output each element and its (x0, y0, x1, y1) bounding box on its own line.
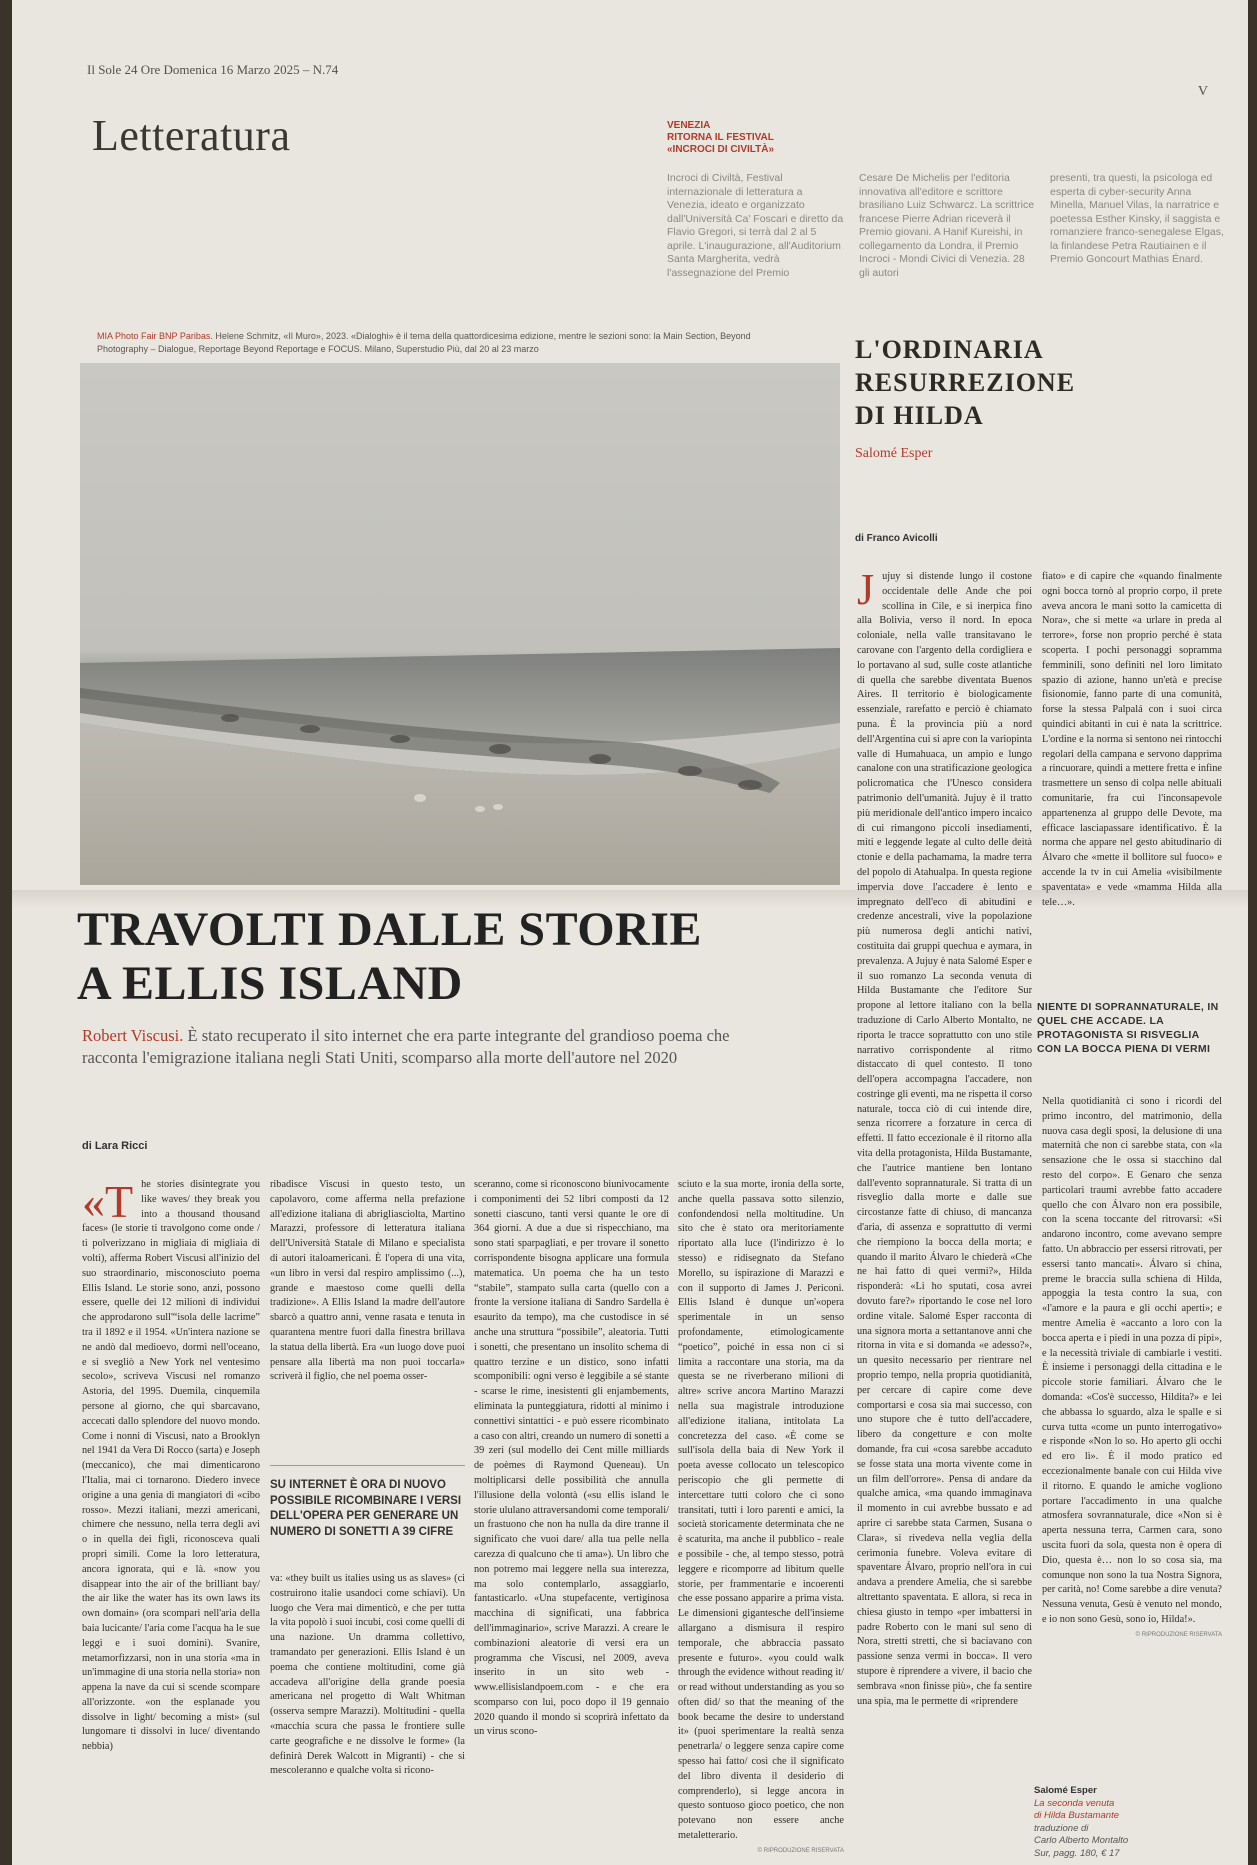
seascape-photo (80, 363, 840, 885)
headline-line-1: TRAVOLTI DALLE STORIE (77, 903, 702, 956)
festival-city: VENEZIA (667, 120, 711, 131)
article-col-2a-text: ribadisce Viscusi in questo testo, un capolavoro, come afferma nella prefazione all'edizione italiana di abrigliasciolta, Martino Marazzi, professore di letteratura italiana dell'Università Statale di Milano e specialista di autori italoamericani. È l'opera di una vita, «un libro in versi dal respiro amplissimo (...), grande e maestoso come quelli della tradizione». A Ellis Island la madre dell'autore sbarcò a quattro anni, venne rasata e tenuta in quarantena mentre fuori dalla finestra brillava la statua della libertà. Era «un luogo dove puoi pensare alla libertà ma non puoi toccarla» scriverà il figlio, che nel poema osser- (270, 1179, 465, 1383)
article-col-4-text: sciuto e la sua morte, ironia della sorte, anche quella passava sotto silenzio, confondendosi nella moltitudine. Un sito che è stato ora meritoriamente riportato alla luce (l'indirizzo è lo stesso) e ridisegnato da Stefano Morello, su ispirazione di Marazzi e con il supporto di James J. Periconi. Ellis Island è dunque un'«opera sperimentale in un senso profondamente, etimologicamente “poetico”, poiché in essa non ci si limita a raccontare una storia, ma da questa se ne riverberano milioni di altre» scrive ancora Martino Marazzi nella sua magistrale introduzione all'edizione italiana, intitolata La concretezza del caso. «È come se sull'isola della baia di New York il poeta avesse collocato un telescopico periscopio che gli permette di intercettare tutti coloro che ci sono transitati, tutti i loro parenti e amici, la società storicamente determinata che ne è scaturita, ma anche il pubblico - reale e possibile - che, al tempo stesso, potrà leggere e ricomporre ad libitum quelle storie, per frammentarie e incoerenti che esse possano apparire a prima vista. Le dimensioni gigantesche dell'insieme allargano a dismisura il respiro temporale, che abbraccia passato presente e futuro». «you could walk through the evidence without reading it/ or read without understanding as you so often did/ so that the meaning of the book became the desire to understand it» (puoi sperimentare la realtà senza penetrarla/ o leggere senza capire come spesso hai fatto/ così che il significato del libro diventa il desiderio di comprenderlo), si legge ancora in questo sontuoso gioco poetico, che non potevano non essere anche metaletterario. (678, 1179, 844, 1842)
review-title-line-3: DI HILDA (855, 401, 984, 430)
article-col-1-text: he stories disintegrate you like waves/ they break you into a thousand thousand faces» (le storie ti travolgono come onde / ti polverizzano in migliaia di migliaia di volti), afferma Robert Viscusi all'inizio del suo straordinario, misconosciuto poema Ellis Island. Le storie sono, anzi, possono essere, quelle dei 12 milioni di individui che approdarono sull'“isola delle lacrime” tra il 1892 e il 1954. «Un'intera nazione se ne andò dal medioevo, dormì nell'oceano, e si svegliò a New York nel ventesimo secolo», scriveva Viscusi nel romanzo Astoria, del 1995. Duemila, cinquemila persone al giorno, che qui sbarcavano, accecati dallo splendore del nuovo mondo. Come i nonni di Viscusi, nato a Brooklyn nel 1941 da Vera Di Rocco (sarta) e Joseph (meccanico), che mai dimenticarono l'Italia, mai ci tornarono. Diedero invece origine a una genia di mangiatori di «cibo rosso». Mezzi italiani, mezzi americani, chimere che nessuno, nella terra degli avi o in quella dei figli, riconosceva quali propri simili. Come la loro letteratura, ancora ignorata, qui e là. «now you disappear into the air of the brilliant bay/ the air like the water has its own laws its own domain» (ora scompari nell'aria della baia lucicante/ l'aria come l'acqua ha le sue leggi e i suoi domini). Svanire, metamorfizzarsi, non in una storia «ma in un'immagine di una storia nella storia» non appena la nave da cui si scende scompare all'orizzonte. «on the esplanade you dissolve in light/ becoming a mist» (sul lungomare ti dissolvi in luce/ diventando nebbia) (82, 1179, 260, 1753)
section-title: Letteratura (92, 111, 291, 160)
festival-col-2: Cesare De Michelis per l'editoria innovativa all'editore e scrittore brasiliano Luiz Schwarcz. La scrittrice francese Pierre Adrian riceverà il Premio giovani. A Hanif Kureishi, in collegamento da Londra, il Premio Incroci - Mondi Civici di Venezia. 28 gli autori (859, 172, 1035, 279)
book-title-line-1: La seconda venuta (1034, 1797, 1115, 1809)
book-author: Salomé Esper (1034, 1785, 1097, 1796)
standfirst-author: Robert Viscusi. (82, 1026, 184, 1045)
caption-credit: MIA Photo Fair BNP Paribas. (97, 331, 213, 341)
article-column-2-top (270, 1178, 465, 1448)
review-byline: di Franco Avicolli (855, 533, 938, 544)
book-publisher: Sur, pagg. 180, € 17 (1034, 1847, 1120, 1859)
headline (77, 903, 837, 1011)
article-column-1 (82, 1178, 260, 1858)
byline: di Lara Ricci (82, 1140, 148, 1152)
article-pullquote: SU INTERNET È ORA DI NUOVO POSSIBILE RICOMBINARE I VERSI DELL'OPERA PER GENERARE UN NUMERO DI SONETTI A 39 CIFRE (270, 1465, 465, 1540)
article-endmark: © RIPRODUZIONE RISERVATA (757, 1847, 844, 1854)
book-translator: Carlo Alberto Montalto (1034, 1835, 1129, 1846)
article-column-4 (678, 1178, 844, 1858)
review-author: Salomé Esper (855, 446, 933, 461)
review-column-1 (857, 570, 1032, 1860)
review-col-2a-text: fiato» e di capire che «quando finalmente ogni bocca tornò al proprio corpo, il prete aveva ancora le mani sotto la camicetta di Nora», che si mette «a urlare in preda al terrore», forse non proprio perché è stata scoperta. I pochi personaggi sopramma femminili, sono definiti nel loro limitato spazio di azione, hanno un'età e precise fisionomie, fanno parte di una comunità, forse la stessa Palpalá con i suoi circa quindici abitanti in cui è nata la scrittrice. L'ordine e la norma si sentono nei rintocchi regolari della campana e servono dapprima a rincuorare, quindi a mettere fretta e infine trasmettere un senso di colpa nelle abituali comunitarie, fra cui l'inconsapevole appartenenza al gruppo delle Devote, ma efficace lasciapassare identificativo. È la norma che appare nel gesto abitudinario di Álvaro che «mette il bollitore sul fuoco» e accende la tv in cui Amelia «visibilmente spaventata» e vede «mamma Hilda alla tele…». (1042, 571, 1222, 908)
festival-kicker: RITORNA IL FESTIVAL «INCROCI DI CIVILTÀ» (667, 132, 775, 155)
review-col-1-text: ujuy si distende lungo il costone occidentale delle Ande che poi scollina in Cile, e si inerpica fino alla Bolivia, verso il nord. In epoca coloniale, nella valle transitavano le carovane con l'argento della cordigliera e lo portavano al sud, sulle coste atlantiche di quella che sarebbe diventata Buenos Aires. Il territorio è biologicamente essenziale, rarefatto e perciò è chiamato puna. È la provincia più a nord dell'Argentina cui si apre con la variopinta valle di Humahuaca, un ampio e lungo canalone con una stratificazione geologica policromatica che l'Unesco considera patrimonio dell'umanità. Jujuy è il tratto più meridionale dell'antico impero incaico di cui rimangono piccoli insediamenti, miti e leggende legate al culto delle deità ctonie e della pachamama, la madre terra del popolo di Atahualpa. In questa regione impervia dove l'accadere è lento e impregnato dell'eco di abitudini e credenze ancestrali, vive la popolazione più numerosa degli antichi nativi, costituita dai gruppi quechua e aymara, in prevalenza. A Jujuy è nata Salomé Esper e il suo romanzo La seconda venuta di Hilda Bustamante che l'editore Sur propone al lettore italiano con la bella traduzione di Carlo Alberto Montalto, ne riporta le tracce soprattutto con uno stile narrativo corrispondente al ritmo distaccato di quel contesto. Il tono dell'opera accompagna l'accadere, non costringe gli eventi, ma ne rispetta il corso naturale, tocca ciò di cui intende dire, senza ricorrere a forzature in cerca di effetti. Il fatto eccezionale è il ritorno alla vita della protagonista, Hilda Bustamante, che l'autrice mantiene ben lontano dall'evento soprannaturale. Si tratta di un risveglio dalla morte e dalle sue circostanze fatte di chiuso, di mancanza d'aria, di assenza e soprattutto di vermi che riempiono la bocca della morta; e quando il marito Álvaro le chiederà «Che ne hai fatto di quei vermi?», Hilda risponderà: «Li ho sputati, cosa avrei dovuto fare?» riportando le cose nel loro ordine vitale. Salomé Esper racconta di una signora morta a settantanove anni che ritorna in vita e si domanda «e adesso?», un quesito necessario per rientrare nel proprio tempo, nella propria quotidianità, per cercare di capire come deve comportarsi e cosa sia mai successo, con uno stupore che è tutto dell'accadere, libero da congetture e con molte domande, fra cui «cosa sarebbe accaduto se fosse stata una morta vivente come in un film dell'orrore». Pensa di andare da qualche amica, «ma quando immaginava il momento in cui avrebbe bussato e ad aprire ci sarebbe stata Carmen, Susana o Clara», si rivedeva nella veglia della cerimonia funebre. Voleva evitare di spaventare Álvaro, proprio nell'ora in cui andava a prendere Amelia, che si sarebbe altrettanto spaventata. E allora, si reca in chiesa giusto in tempo «per imbattersi in padre Roberto con le mani sul seno di Nora, stretti stretti, che si baciavano con passione senza vermi in bocca». Il vero stupore è riprendere a vivere, il bacio che sembrava «non finisse più», che fa sentire una spia, ma le permette di «riprendere (857, 571, 1032, 1707)
festival-col-3: presenti, tra questi, la psicologa ed esperta di cyber-security Anna Minella, Manuel Vilas, la narratrice e poetessa Esther Kinsky, il saggista e romanziere franco-senegalese Elgas, la finlandese Petra Rautiainen e il Premio Goncourt Mathias Énard. (1050, 172, 1224, 265)
photo-caption (97, 330, 797, 356)
review-endmark: © RIPRODUZIONE RISERVATA (1135, 1631, 1222, 1638)
masthead: Il Sole 24 Ore Domenica 16 Marzo 2025 – N.74 (87, 62, 339, 77)
review-title (855, 333, 1215, 432)
book-info-box (1034, 1785, 1224, 1860)
festival-brief (667, 120, 1227, 290)
newspaper-page (12, 0, 1248, 1865)
page-number: V (1197, 84, 1208, 99)
review-pullquote: NIENTE DI SOPRANNATURALE, IN QUEL CHE ACCADE. LA PROTAGONISTA SI RISVEGLIA CON LA BOCCA PIENA DI VERMI (1037, 1001, 1219, 1055)
book-title-line-2: di Hilda Bustamante (1034, 1810, 1120, 1821)
standfirst-text: È stato recuperato il sito internet che era parte integrante del grandioso poema che racconta l'emigrazione italiana negli Stati Uniti, scomparso alla morte dell'autore nel 2020 (82, 1026, 730, 1067)
article-col-2b-text: va: «they built us italies using us as slaves» (ci costruirono italie usandoci come schiavi). Un luogo che Vera mai dimenticò, e che per tutta la vita popolò i suoi incubi, così come quelli di una nazione. Un dramma collettivo, tramandato per generazioni. Ellis Island è un poema che contiene moltitudini, come già accadeva all'origine della grande poesia americana nel progetto di Walt Whitman (osserva sempre Marazzi). Moltitudini - quella «macchia scura che passa le frontiere sulle carte geografiche e ne dissolve le forme» (la definirà Derek Walcott in Migranti) - che si mescoleranno e qualche volta si ricono- (270, 1573, 465, 1777)
review-col-2b-text: Nella quotidianità ci sono i ricordi del primo incontro, del matrimonio, della nuova casa degli sposi, la delusione di una maternità che non ci sarebbe stata, con «la sensazione che le ossa si stacchino dal resto del corpo». E Genaro che senza particolari traumi avrebbe fatto accadere quello che con Álvaro non era possibile, con la scena toccante del ritrovarsi: «Si andarono incontro, come avevano sempre fatto. Un abbraccio per essersi ritrovati, per essersi tanto mancati». Álvaro si china, preme le braccia sulla schiena di Hilda, appoggia la testa contro la sua, con «l'amore e la paura e gli occhi aperti»; e mentre Amelia è «accanto a loro con la bocca aperta e i piedi in una pozza di pipì», e la necessità triviale di cambiarle i vestiti. È insieme i personaggi della cittadina e le piccole storie familiari. Álvaro che le domanda: «Cos'è successo, Hildita?» e lei che abbassa lo sguardo, alza le spalle e si curva tutta «come un punto interrogativo» e risponde «Non lo so. Ho aperto gli occhi ed ero lì». È il modo pratico ed eccezionalmente banale con cui Hilda vive il ritorno. E quando le amiche vogliono portare l'accadimento in una qualche atmosfera sovrannaturale, dice «Non si è aperta nessuna terra, Carmen cara, sono uscita fuori da sola, questa non è opera di Dio, questa è… non lo so cosa sia, ma comunque non sono la tua Nostra Signora, per carità, no! Come sarebbe a dire venuta? Nessuna venuta, Gesù è venuto nel mondo, e io non sono Gesù, sono io, Hilda!». (1042, 1096, 1222, 1625)
review-drop-cap: J (857, 570, 875, 614)
drop-cap: «T (82, 1178, 134, 1227)
seascape-illustration (80, 363, 840, 885)
review-title-line-1: L'ORDINARIA (855, 335, 1044, 364)
book-translator-label: traduzione di (1034, 1822, 1089, 1834)
review-column-2-top (1042, 570, 1222, 985)
article-column-2-bottom (270, 1572, 465, 1858)
standfirst (82, 1025, 782, 1069)
review-column-2-bottom (1042, 1095, 1222, 1775)
review-title-line-2: RESURREZIONE (855, 368, 1076, 397)
article-column-3 (474, 1178, 669, 1858)
festival-col-1: Incroci di Civiltà, Festival internazionale di letteratura a Venezia, ideato e organizzato dall'Università Ca' Foscari e diretto da Flavio Gregori, si terrà dal 2 al 5 aprile. L'inaugurazione, all'Auditorium Santa Margherita, vedrà l'assegnazione del Premio (667, 172, 844, 279)
caption-text: Helene Schmitz, «Il Muro», 2023. «Dialoghi» è il tema della quattordicesima edizione, mentre le sezioni sono: la Main Section, Beyond Photography – Dialogue, Reportage Beyond Reportage e FOCUS. Milano, Superstudio Più, dal 20 al 23 marzo (97, 331, 751, 354)
article-col-3-text: sceranno, come si riconoscono biunivocamente i componimenti dei 52 libri composti da 12 sonetti ciascuno, tanti versi quante le ore di 364 giorni. A due a due si rispecchiano, ma sono stati sparpagliati, e per trovare il sonetto corrispondente bisogna applicare una formula matematica. Un poema che ha un testo “stabile”, stampato sulla carta (quello con a fronte la versione italiana di Sandro Sardella è esaurito da tempo), ma che custodisce in sé anche una struttura “possibile”, aleatoria. Tutti i sonetti, che presentano un insolito schema di quattro terzine e un distico, sono infatti scomponibili: ogni verso è leggibile a sé stante - scarse le rime, inesistenti gli enjambements, eliminata la punteggiatura, ridotti al minimo i connettivi sintattici - e può essere ricombinato a caso con altri, creando un numero di sonetti a 39 zeri (sul modello dei Cent mille milliards de poèmes di Raymond Queneau). Un moltiplicarsi delle possibilità che annulla l'illusione della volontà («su ellis island le storie ululano attraversandomi come temporali/ un frastuono che non ha nulla da dire tranne il significato che vuoi dare/ alla tua pelle nella carezza di qualcuno che ti ama»). Un libro che non potremo mai leggere nella sua interezza, ma solo contemplarlo, assaggiarlo, fantasticarlo. «Una stupefacente, vertiginosa macchina di significati, una fabbrica dell'immaginario», scrive Marazzi. A creare le combinazioni aleatorie di versi era un programma che Viscusi, nel 2009, aveva inserito in un sito web - www.ellisislandpoem.com - e che era scomparso con lui, poco dopo il 19 gennaio 2020 quando il mondo si scoprirà infettato da un virus scono- (474, 1179, 669, 1738)
headline-line-2: A ELLIS ISLAND (77, 957, 463, 1010)
